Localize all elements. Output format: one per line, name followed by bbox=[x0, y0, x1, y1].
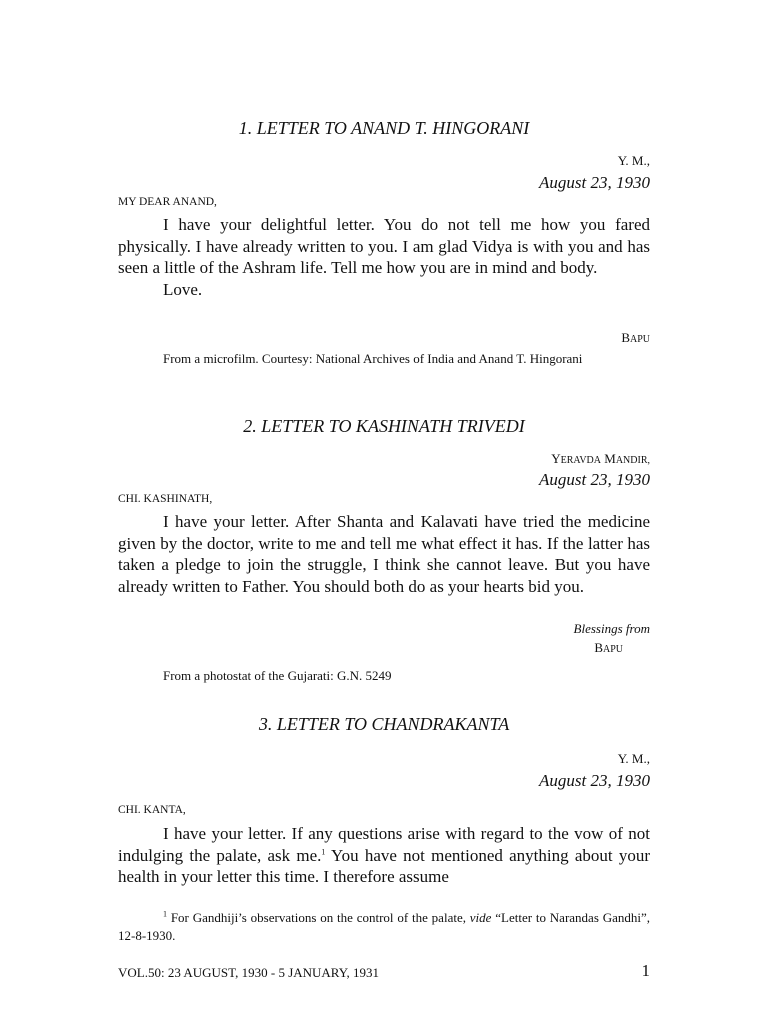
letter-1-signature bbox=[621, 330, 650, 346]
letter-3-salutation: CHI. KANTA, bbox=[118, 804, 186, 816]
letter-1-source bbox=[118, 350, 650, 368]
letter-1-source-text: From a microfilm. Courtesy: National Archives of India and Anand T. Hingorani bbox=[163, 351, 583, 366]
place-initial: Y bbox=[551, 451, 561, 466]
footnote bbox=[118, 909, 650, 945]
letter-3-paragraph bbox=[118, 823, 650, 888]
letter-2-signature bbox=[594, 640, 623, 656]
letter-1-place: Y. M., bbox=[617, 153, 650, 168]
footnote-vide: vide bbox=[469, 910, 492, 925]
volume-footer: VOL.50: 23 AUGUST, 1930 - 5 JANUARY, 1931 bbox=[118, 965, 379, 980]
letter-2-closing: Blessings from bbox=[573, 621, 650, 636]
letter-3-text: I have your letter. If any questions arise with regard to the vow of not indulging the palate, ask me. bbox=[118, 824, 650, 865]
letter-3-place: Y. M., bbox=[617, 751, 650, 766]
place-initial: M bbox=[604, 451, 616, 466]
letter-2-paragraph: I have your letter. After Shanta and Kalavati have tried the medicine given by the doctor, write to me and tell me what effect it has. If the latter has taken a pledge to join the struggle, I think she cannot leave. But you have already written to Father. You should both do as your hearts bid you. bbox=[118, 512, 650, 596]
signature-rest: APU bbox=[629, 334, 650, 345]
footnote-text: For Gandhiji’s observations on the control of the palate, bbox=[167, 910, 470, 925]
letter-3-title: 3. LETTER TO CHANDRAKANTA bbox=[258, 714, 510, 734]
letter-3-body bbox=[118, 823, 650, 888]
letter-1-paragraph: I have your delightful letter. You do not tell me how you fared physically. I have already written to you. I am glad Vidya is with you and has seen a little of the Ashram life. Tell me how you are in mind and body. bbox=[118, 215, 650, 277]
footnote-marker: 1 bbox=[163, 909, 167, 919]
place-rest: ANDIR, bbox=[615, 455, 650, 466]
letter-1-salutation: MY DEAR ANAND, bbox=[118, 196, 217, 208]
footnote-text-continued: “Letter to Narandas Gandhi”, 12-8-1930. bbox=[118, 910, 650, 943]
signature-initial: B bbox=[621, 330, 630, 345]
letter-2-title: 2. LETTER TO KASHINATH TRIVEDI bbox=[243, 416, 525, 436]
letter-3-text-continued: You have not mentioned anything about your health in your letter this time. I therefore assume bbox=[118, 845, 650, 886]
place-rest: ERAVDA bbox=[560, 455, 602, 466]
letter-1-date: August 23, 1930 bbox=[539, 173, 650, 192]
letter-2-salutation: CHI. KASHINATH, bbox=[118, 493, 213, 505]
letter-2-body bbox=[118, 511, 650, 597]
letter-1-closing: Love. bbox=[163, 279, 203, 299]
page-number: 1 bbox=[641, 961, 650, 980]
letter-3-date: August 23, 1930 bbox=[539, 771, 650, 790]
letter-2-source bbox=[118, 667, 650, 685]
letter-2-date: August 23, 1930 bbox=[539, 470, 650, 489]
letter-1-title: 1. LETTER TO ANAND T. HINGORANI bbox=[238, 118, 530, 138]
letter-2-place bbox=[551, 451, 650, 467]
letter-1-body bbox=[118, 214, 650, 300]
letter-2-source-text: From a photostat of the Gujarati: G.N. 5249 bbox=[163, 668, 392, 683]
footnote-reference: 1 bbox=[321, 846, 326, 856]
signature-rest: APU bbox=[602, 644, 623, 655]
signature-initial: B bbox=[594, 640, 603, 655]
